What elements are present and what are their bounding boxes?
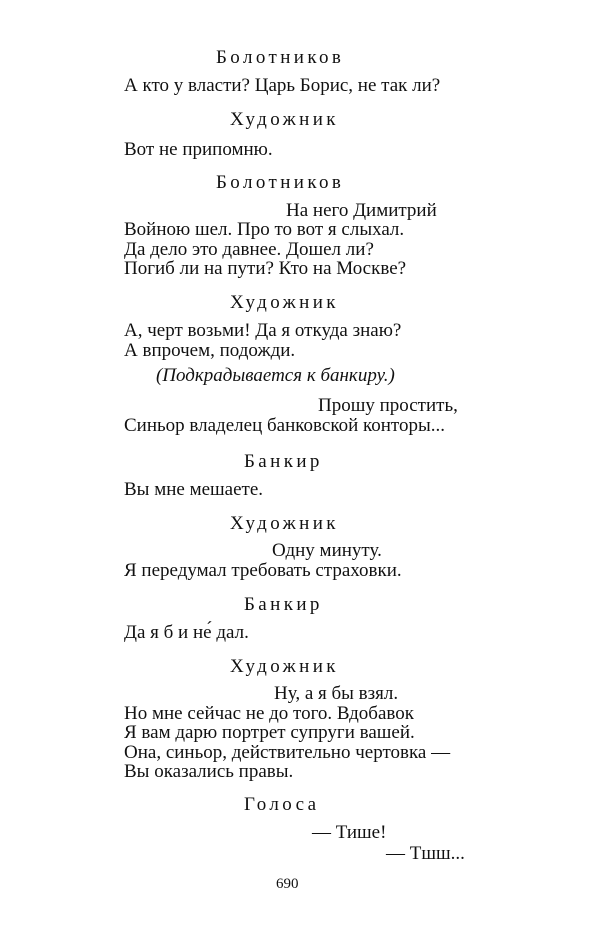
page-number: 690 [276, 876, 299, 892]
verse-line: — Тшш... [386, 843, 465, 864]
verse-line: На него Димитрий [286, 200, 437, 221]
verse-line: А кто у власти? Царь Борис, не так ли? [124, 75, 441, 96]
speaker-name: Болотников [216, 47, 345, 68]
verse-line: Да дело это давнее. Дошел ли? [124, 239, 374, 260]
verse-line: Войною шел. Про то вот я слыхал. [124, 219, 405, 240]
verse-line: Вы мне мешаете. [124, 479, 264, 500]
verse-line: Вот не припомню. [124, 139, 273, 160]
speaker-name: Голоса [244, 794, 320, 815]
verse-line: Вы оказались правы. [124, 761, 294, 782]
speaker-name: Художник [230, 513, 339, 534]
speaker-name: Банкир [244, 451, 323, 472]
verse-line: Одну минуту. [272, 540, 382, 561]
speaker-name: Художник [230, 656, 339, 677]
verse-line: Она, синьор, действительно чертовка — [124, 742, 451, 763]
speaker-name: Банкир [244, 594, 323, 615]
verse-line: — Тише! [312, 822, 387, 843]
verse-line: Ну, а я бы взял. [274, 683, 399, 704]
speaker-name: Художник [230, 292, 339, 313]
verse-line: Погиб ли на пути? Кто на Москве? [124, 258, 407, 279]
verse-line: А, черт возьми! Да я откуда знаю? [124, 320, 402, 341]
verse-line: Да я б и не́ дал. [124, 622, 249, 643]
verse-line: Но мне сейчас не до того. Вдобавок [124, 703, 414, 724]
verse-line: Я передумал требовать страховки. [124, 560, 402, 581]
speaker-name: Болотников [216, 172, 345, 193]
speaker-name: Художник [230, 109, 339, 130]
verse-line: Я вам дарю портрет супруги вашей. [124, 722, 415, 743]
stage-direction: (Подкрадывается к банкиру.) [156, 365, 395, 386]
verse-line: Прошу простить, [318, 395, 458, 416]
verse-line: Синьор владелец банковской конторы... [124, 415, 446, 436]
verse-line: А впрочем, подожди. [124, 340, 296, 361]
